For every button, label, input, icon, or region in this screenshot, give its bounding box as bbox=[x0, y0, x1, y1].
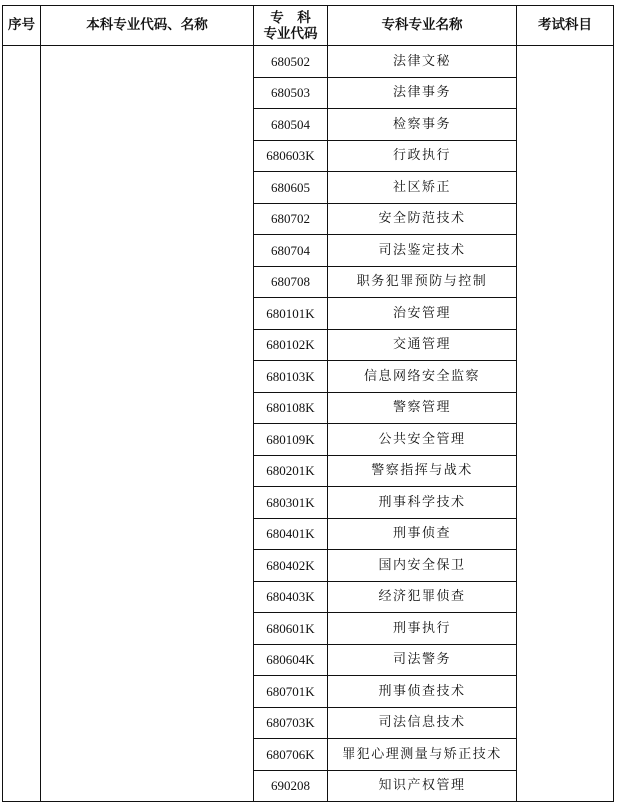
college-major-name-cell: 经济犯罪侦查 bbox=[328, 581, 517, 613]
college-major-name-cell: 安全防范技术 bbox=[328, 203, 517, 235]
college-major-name-cell: 知识产权管理 bbox=[328, 770, 517, 802]
college-code-cell: 680503 bbox=[254, 77, 328, 109]
college-major-name-cell: 法律事务 bbox=[328, 77, 517, 109]
college-code-cell: 680701K bbox=[254, 676, 328, 708]
college-code-cell: 680103K bbox=[254, 361, 328, 393]
college-code-cell: 680502 bbox=[254, 46, 328, 78]
college-code-cell: 680504 bbox=[254, 109, 328, 141]
exam-subjects-cell bbox=[517, 46, 614, 802]
college-code-cell: 690208 bbox=[254, 770, 328, 802]
college-major-name-cell: 刑事执行 bbox=[328, 613, 517, 645]
college-code-cell: 680201K bbox=[254, 455, 328, 487]
college-major-name-cell: 司法信息技术 bbox=[328, 707, 517, 739]
college-major-name-cell: 刑事科学技术 bbox=[328, 487, 517, 519]
header-code-line2: 专业代码 bbox=[263, 25, 318, 42]
college-code-cell: 680402K bbox=[254, 550, 328, 582]
college-major-name-cell: 警察指挥与战术 bbox=[328, 455, 517, 487]
college-major-name-cell: 社区矫正 bbox=[328, 172, 517, 204]
college-code-cell: 680704 bbox=[254, 235, 328, 267]
college-major-name-cell: 检察事务 bbox=[328, 109, 517, 141]
college-code-cell: 680401K bbox=[254, 518, 328, 550]
college-code-cell: 680702 bbox=[254, 203, 328, 235]
table-header-row bbox=[3, 6, 614, 46]
major-table bbox=[2, 5, 614, 802]
index-cell bbox=[3, 46, 41, 802]
college-major-name-cell: 警察管理 bbox=[328, 392, 517, 424]
college-code-cell: 680604K bbox=[254, 644, 328, 676]
college-major-name-cell: 法律文秘 bbox=[328, 46, 517, 78]
header-index: 序号 bbox=[3, 6, 41, 46]
header-code-line1: 专 科 bbox=[270, 9, 311, 26]
college-code-cell: 680109K bbox=[254, 424, 328, 456]
college-major-name-cell: 刑事侦查技术 bbox=[328, 676, 517, 708]
college-code-cell: 680102K bbox=[254, 329, 328, 361]
college-major-name-cell: 信息网络安全监察 bbox=[328, 361, 517, 393]
college-major-name-cell: 国内安全保卫 bbox=[328, 550, 517, 582]
college-major-name-cell: 交通管理 bbox=[328, 329, 517, 361]
college-code-cell: 680605 bbox=[254, 172, 328, 204]
college-major-name-cell: 刑事侦查 bbox=[328, 518, 517, 550]
college-code-cell: 680706K bbox=[254, 739, 328, 771]
header-exam-subjects: 考试科目 bbox=[517, 6, 614, 46]
college-code-cell: 680108K bbox=[254, 392, 328, 424]
college-code-cell: 680101K bbox=[254, 298, 328, 330]
college-code-cell: 680301K bbox=[254, 487, 328, 519]
college-major-name-cell: 罪犯心理测量与矫正技术 bbox=[328, 739, 517, 771]
college-code-cell: 680601K bbox=[254, 613, 328, 645]
header-undergrad-major: 本科专业代码、名称 bbox=[41, 6, 254, 46]
college-major-name-cell: 行政执行 bbox=[328, 140, 517, 172]
college-major-name-cell: 职务犯罪预防与控制 bbox=[328, 266, 517, 298]
college-code-cell: 680708 bbox=[254, 266, 328, 298]
header-college-major-name: 专科专业名称 bbox=[328, 6, 517, 46]
college-major-name-cell: 治安管理 bbox=[328, 298, 517, 330]
college-major-name-cell: 司法鉴定技术 bbox=[328, 235, 517, 267]
college-major-name-cell: 公共安全管理 bbox=[328, 424, 517, 456]
table-row bbox=[3, 46, 614, 78]
college-code-cell: 680703K bbox=[254, 707, 328, 739]
table-body bbox=[3, 46, 614, 802]
header-college-code bbox=[254, 6, 328, 46]
undergrad-major-cell bbox=[41, 46, 254, 802]
college-major-name-cell: 司法警务 bbox=[328, 644, 517, 676]
college-code-cell: 680603K bbox=[254, 140, 328, 172]
college-code-cell: 680403K bbox=[254, 581, 328, 613]
